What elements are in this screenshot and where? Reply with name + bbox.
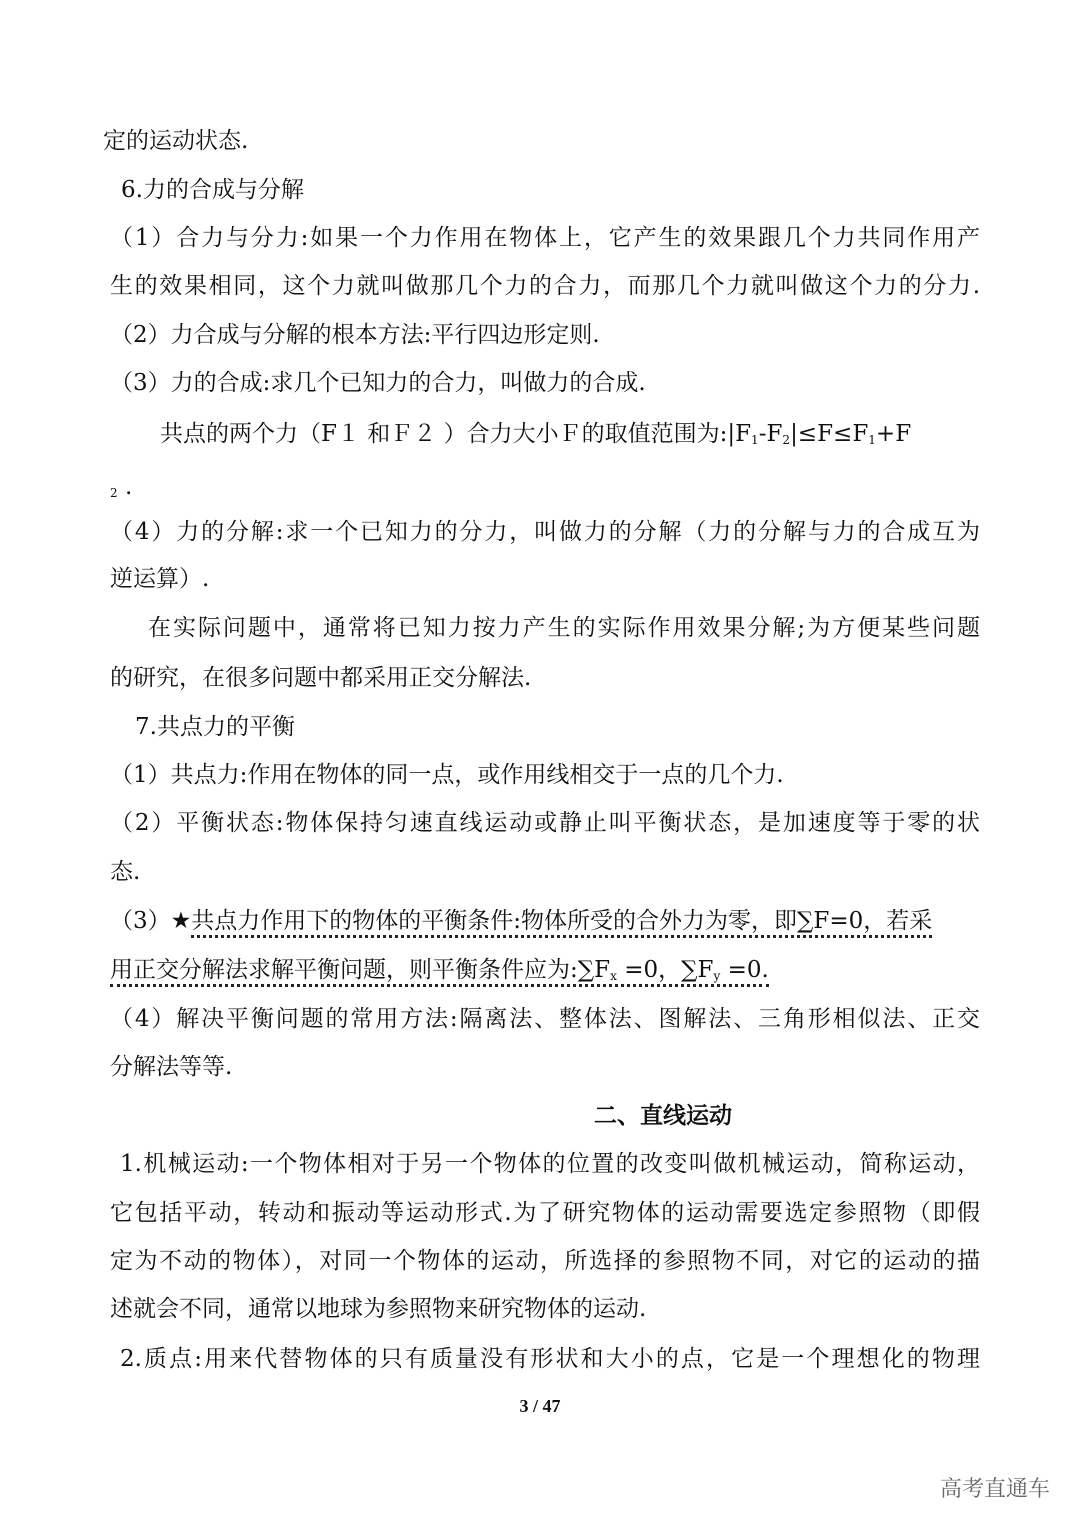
text-line: 在实际问题中，通常将已知力按力产生的实际作用效果分解;为方便某些问题 (148, 615, 980, 641)
star-icon: ★ (170, 908, 192, 934)
subscript: x (610, 969, 617, 983)
text-line: （2）力合成与分解的根本方法:平行四边形定则. (110, 322, 600, 348)
highlighted-text: =0，∑F (616, 957, 714, 983)
subscript: 2 (110, 486, 118, 500)
text-line: （2）平衡状态:物体保持匀速直线运动或静止叫平衡状态，是加速度等于零的状 (110, 810, 980, 836)
highlighted-text: =0. (720, 957, 769, 983)
text-line: 逆运算）. (110, 566, 210, 592)
item-number: （3） (110, 908, 171, 934)
text-line: （4）力的分解:求一个已知力的分力，叫做力的分解（力的分解与力的合成互为 (110, 519, 980, 545)
text-line: （1）合力与分力:如果一个力作用在物体上，它产生的效果跟几个力共同作用产 (110, 225, 980, 251)
text-line: （3）力的合成:求几个已知力的合力，叫做力的合成. (110, 370, 646, 396)
text-line: 述就会不同，通常以地球为参照物来研究物体的运动. (110, 1296, 647, 1322)
subscript: 1 (868, 433, 876, 447)
text: +F (875, 421, 912, 447)
text-line: （1）共点力:作用在物体的同一点，或作用线相交于一点的几个力. (110, 762, 784, 788)
equilibrium-condition-line-2 (110, 955, 769, 985)
text-line: 态. (110, 859, 141, 885)
text-line: 定的运动状态. (103, 128, 249, 154)
highlighted-text: 用正交分解法求解平衡问题，则平衡条件应为:∑F (110, 957, 611, 983)
watermark: 高考直通车 (939, 1477, 1050, 1502)
subscript: y (713, 969, 721, 983)
section-heading: 7.共点力的平衡 (135, 714, 295, 740)
page-number: 3 / 47 (519, 1396, 561, 1416)
text-line: 分解法等等. (110, 1054, 233, 1080)
text-line: 的研究，在很多问题中都采用正交分解法. (110, 665, 532, 691)
text: -F (758, 421, 783, 447)
text: . (117, 474, 133, 500)
text: |≤F≤F (790, 421, 869, 447)
text: 共点的两个力（F１ 和Ｆ２ ）合力大小Ｆ的取值范围为:|F (160, 421, 752, 447)
text-line: 1.机械运动:一个物体相对于另一个物体的位置的改变叫做机械运动，简称运动， (120, 1151, 980, 1177)
text-line: 生的效果相同，这个力就叫做那几个力的合力，而那几个力就叫做这个力的分力. (110, 273, 980, 299)
text-line: 定为不动的物体），对同一个物体的运动，所选择的参照物不同，对它的运动的描 (110, 1248, 980, 1274)
text-line: 2.质点:用来代替物体的只有质量没有形状和大小的点，它是一个理想化的物理 (120, 1346, 980, 1372)
subscript: 1 (751, 433, 759, 447)
chapter-heading: 二、直线运动 (594, 1103, 732, 1129)
range-formula-continuation (110, 472, 132, 502)
range-formula-line (160, 419, 980, 449)
equilibrium-condition-line (110, 906, 980, 936)
highlighted-text: 共点力作用下的物体的平衡条件:物体所受的合外力为零，即∑F=0，若采 (191, 908, 932, 938)
text-line: （4）解决平衡问题的常用方法:隔离法、整体法、图解法、三角形相似法、正交 (110, 1006, 980, 1032)
text-line: 它包括平动，转动和振动等运动形式.为了研究物体的运动需要选定参照物（即假 (110, 1200, 980, 1226)
section-heading: 6.力的合成与分解 (121, 177, 304, 203)
subscript: 2 (782, 433, 791, 447)
